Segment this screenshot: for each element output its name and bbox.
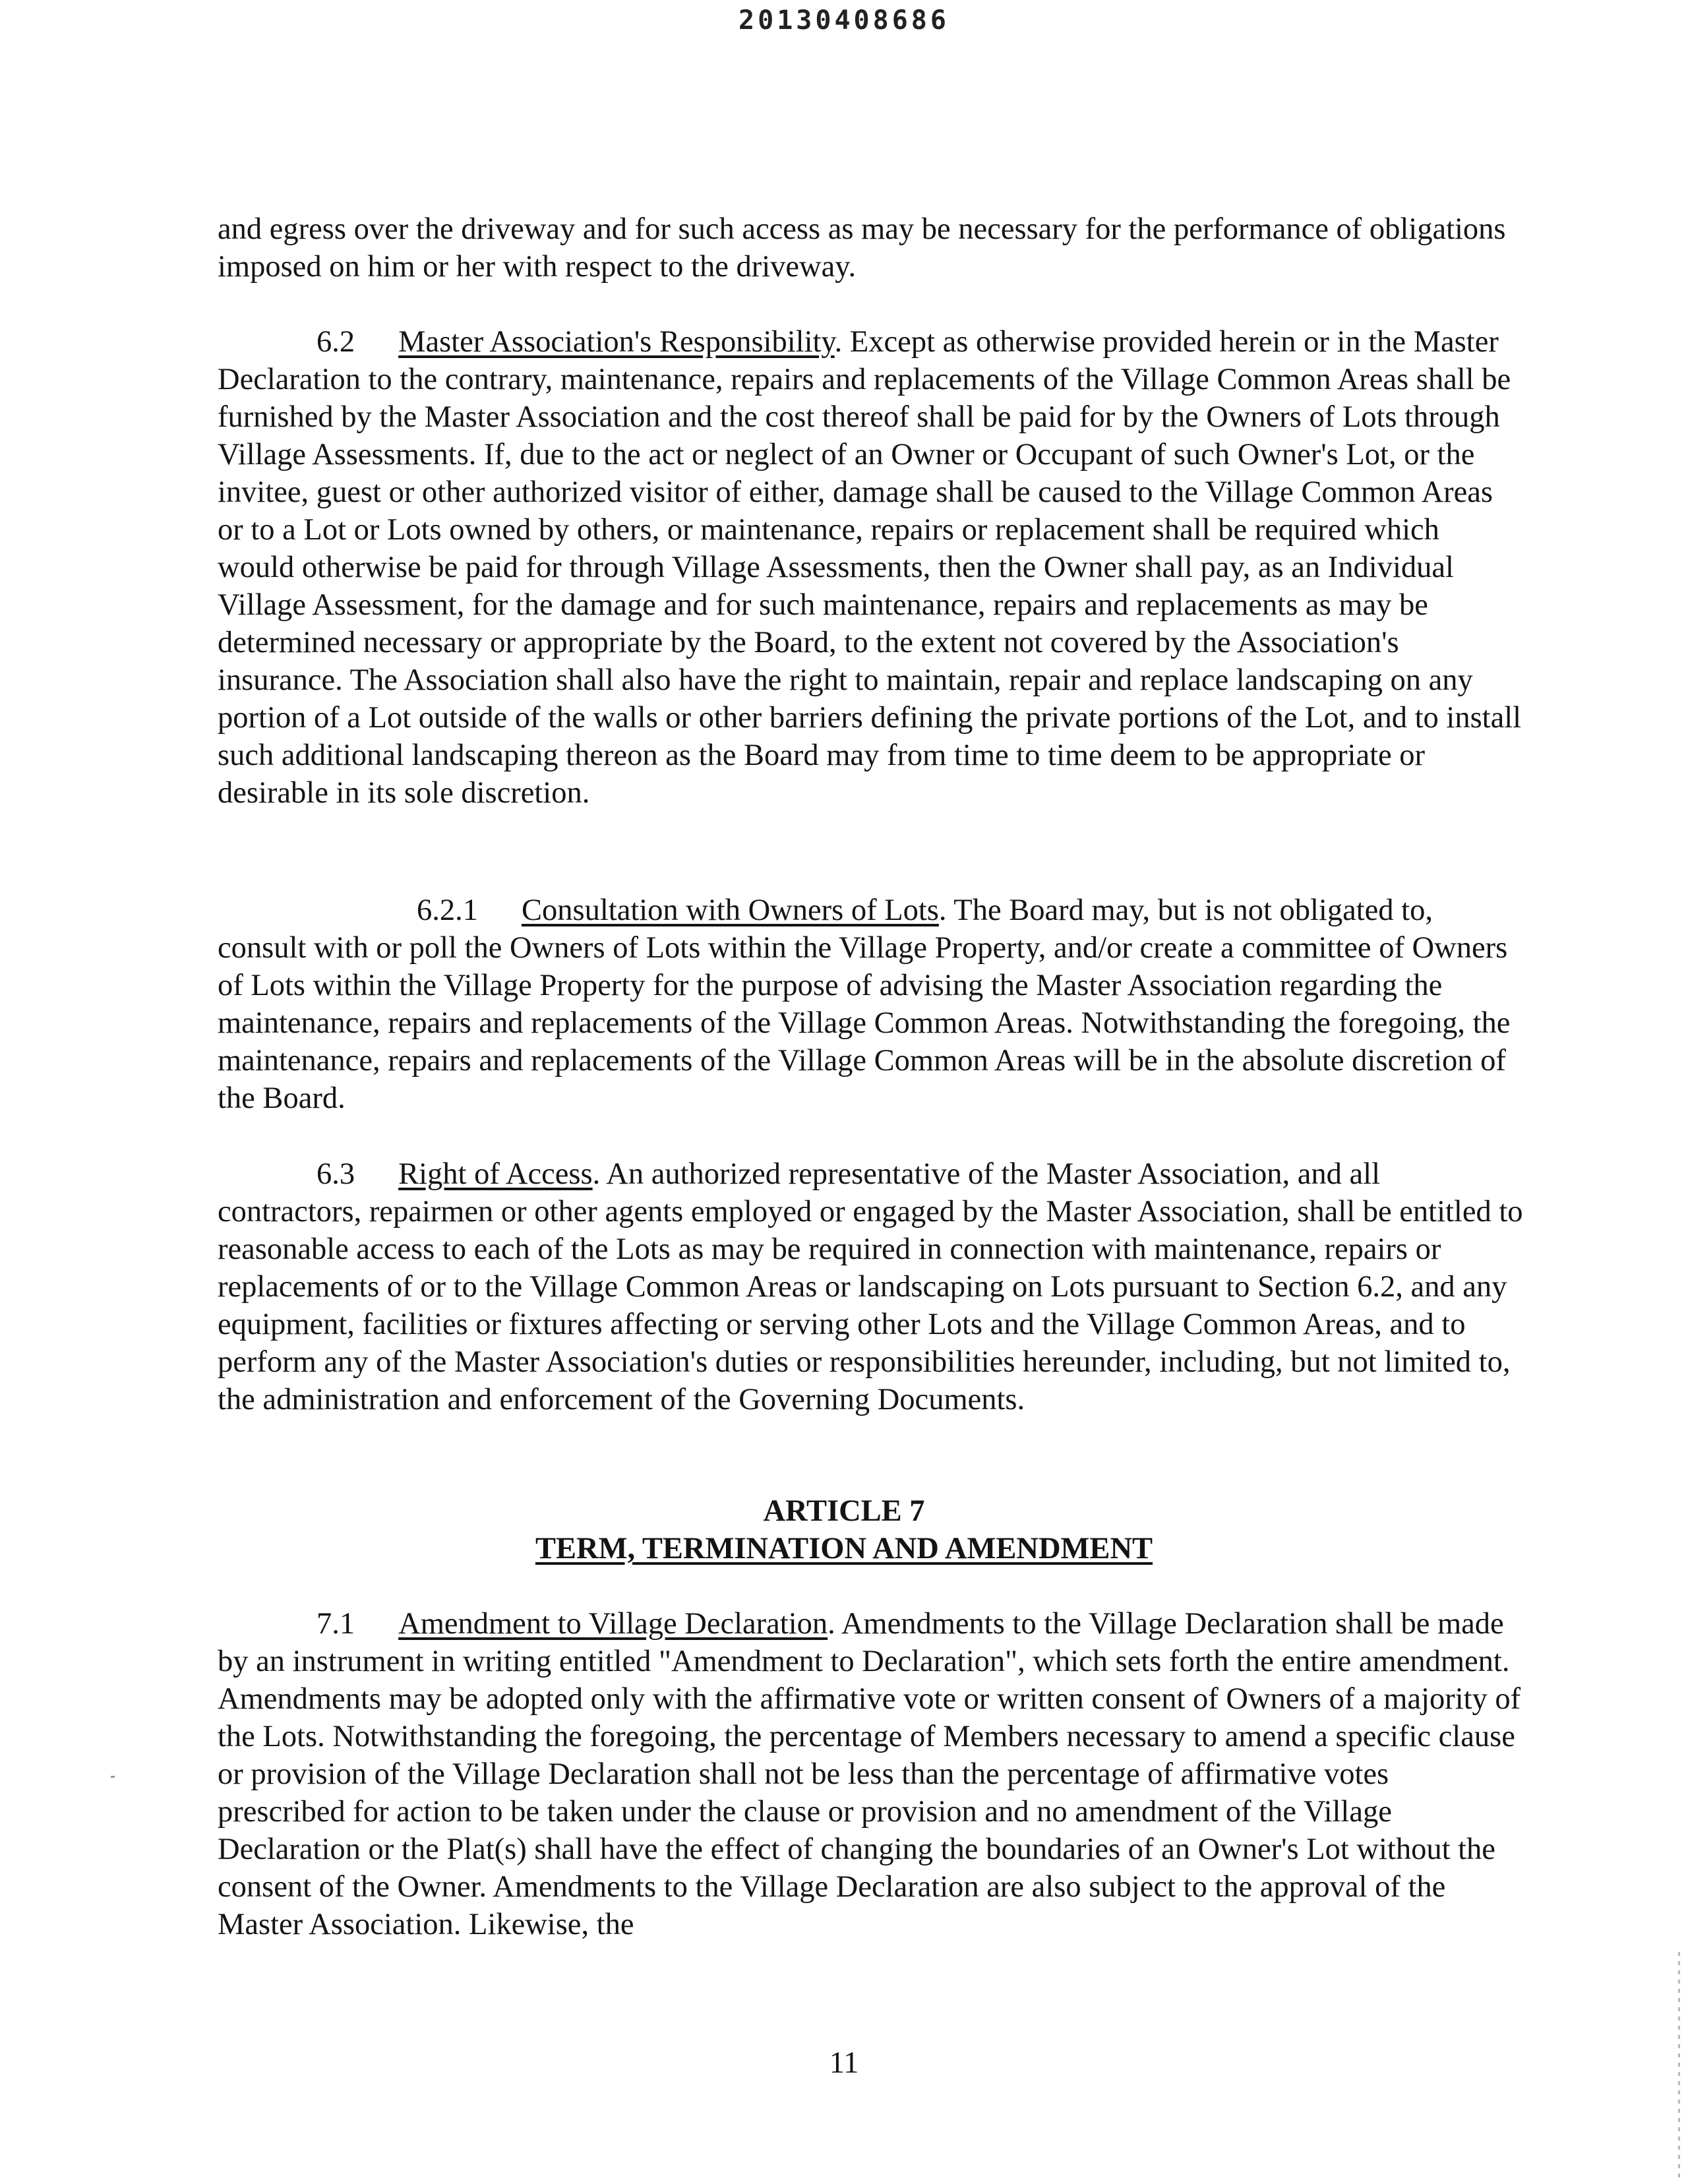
article-title: TERM, TERMINATION AND AMENDMENT bbox=[535, 1532, 1153, 1565]
section-6-2-1-text: . The Board may, but is not obligated to, consult with or poll the Owners of Lots within the Village Property, and/or create a committee of Owners of Lots within the Village Property for the purpose of advising the Master Association regarding the maintenance, repairs and replacements of the Village Common Areas. Notwithstanding the foregoing, the maintenance, repairs and replacements of the Village Common Areas will be in the absolute discretion of the Board. bbox=[218, 894, 1511, 1115]
section-6-3-title: Right of Access bbox=[398, 1157, 593, 1191]
scan-edge-artifact bbox=[1678, 1952, 1680, 2183]
section-7-1-text: . Amendments to the Village Declaration shall be made by an instrument in writing entitled "Amendment to Declaration", which sets forth the entire amendment. Amendments may be adopted only with the affirmative vote or written consent of Owners of a majority of the Lots. Notwithstanding the foregoing, the percentage of Members necessary to amend a specific clause or provision of the Village Declaration shall not be less than the percentage of affirmative votes prescribed for action to be taken under the clause or provision and no amendment of the Village Declaration or the Plat(s) shall have the effect of changing the boundaries of an Owner's Lot without the consent of the Owner. Amendments to the Village Declaration are also subject to the approval of the Master Association. Likewise, the bbox=[218, 1607, 1521, 1941]
section-7-1-number: 7.1 bbox=[316, 1607, 355, 1641]
scan-dot-artifact bbox=[111, 1776, 115, 1778]
section-6-2-number: 6.2 bbox=[316, 325, 355, 359]
section-7-1-title: Amendment to Village Declaration bbox=[398, 1607, 828, 1641]
article-number: ARTICLE 7 bbox=[763, 1494, 925, 1528]
section-6-3-text: . An authorized representative of the Master Association, and all contractors, repairmen or other agents employed or engaged by the Master Association, shall be entitled to reasonable access to each of the Lots as may be required in connection with maintenance, repairs or replacements of or to the Village Common Areas or landscaping on Lots pursuant to Section 6.2, and any equipment, facilities or fixtures affecting or serving other Lots and the Village Common Areas, and to perform any of the Master Association's duties or responsibilities hereunder, including, but not limited to, the administration and enforcement of the Governing Documents. bbox=[218, 1157, 1523, 1416]
section-6-2-text: . Except as otherwise provided herein or in the Master Declaration to the contrary, maintenance, repairs and replacements of the Village Common Areas shall be furnished by the Master Association and the cost thereof shall be paid for by the Owners of Lots through Village Assessments. If, due to the act or neglect of an Owner or Occupant of such Owner's Lot, or the invitee, guest or other authorized visitor of either, damage shall be caused to the Village Common Areas or to a Lot or Lots owned by others, or maintenance, repairs or replacement shall be required which would otherwise be paid for through Village Assessments, then the Owner shall pay, as an Individual Village Assessment, for the damage and for such maintenance, repairs and replacements as may be determined necessary or appropriate by the Board, to the extent not covered by the Association's insurance. The Association shall also have the right to maintain, repair and replace landscaping on any portion of a Lot outside of the walls or other barriers defining the private portions of the Lot, and to install such additional landscaping thereon as the Board may from time to time deem to be appropriate or desirable in its sole discretion. bbox=[218, 325, 1522, 810]
section-7-1 bbox=[218, 1605, 1523, 1943]
section-6-3 bbox=[218, 1155, 1523, 1418]
section-6-2-title: Master Association's Responsibility bbox=[398, 325, 835, 359]
paragraph-continuation: and egress over the driveway and for such access as may be necessary for the performance of obligations imposed on him or her with respect to the driveway. bbox=[218, 212, 1506, 284]
document-number: 20130408686 bbox=[738, 5, 950, 36]
section-6-2-1 bbox=[218, 892, 1523, 1117]
page-number: 11 bbox=[829, 2046, 859, 2080]
section-6-2-1-title: Consultation with Owners of Lots bbox=[522, 894, 939, 927]
section-6-2-1-number: 6.2.1 bbox=[417, 894, 478, 927]
section-6-3-number: 6.3 bbox=[316, 1157, 355, 1191]
section-6-2 bbox=[218, 323, 1523, 812]
